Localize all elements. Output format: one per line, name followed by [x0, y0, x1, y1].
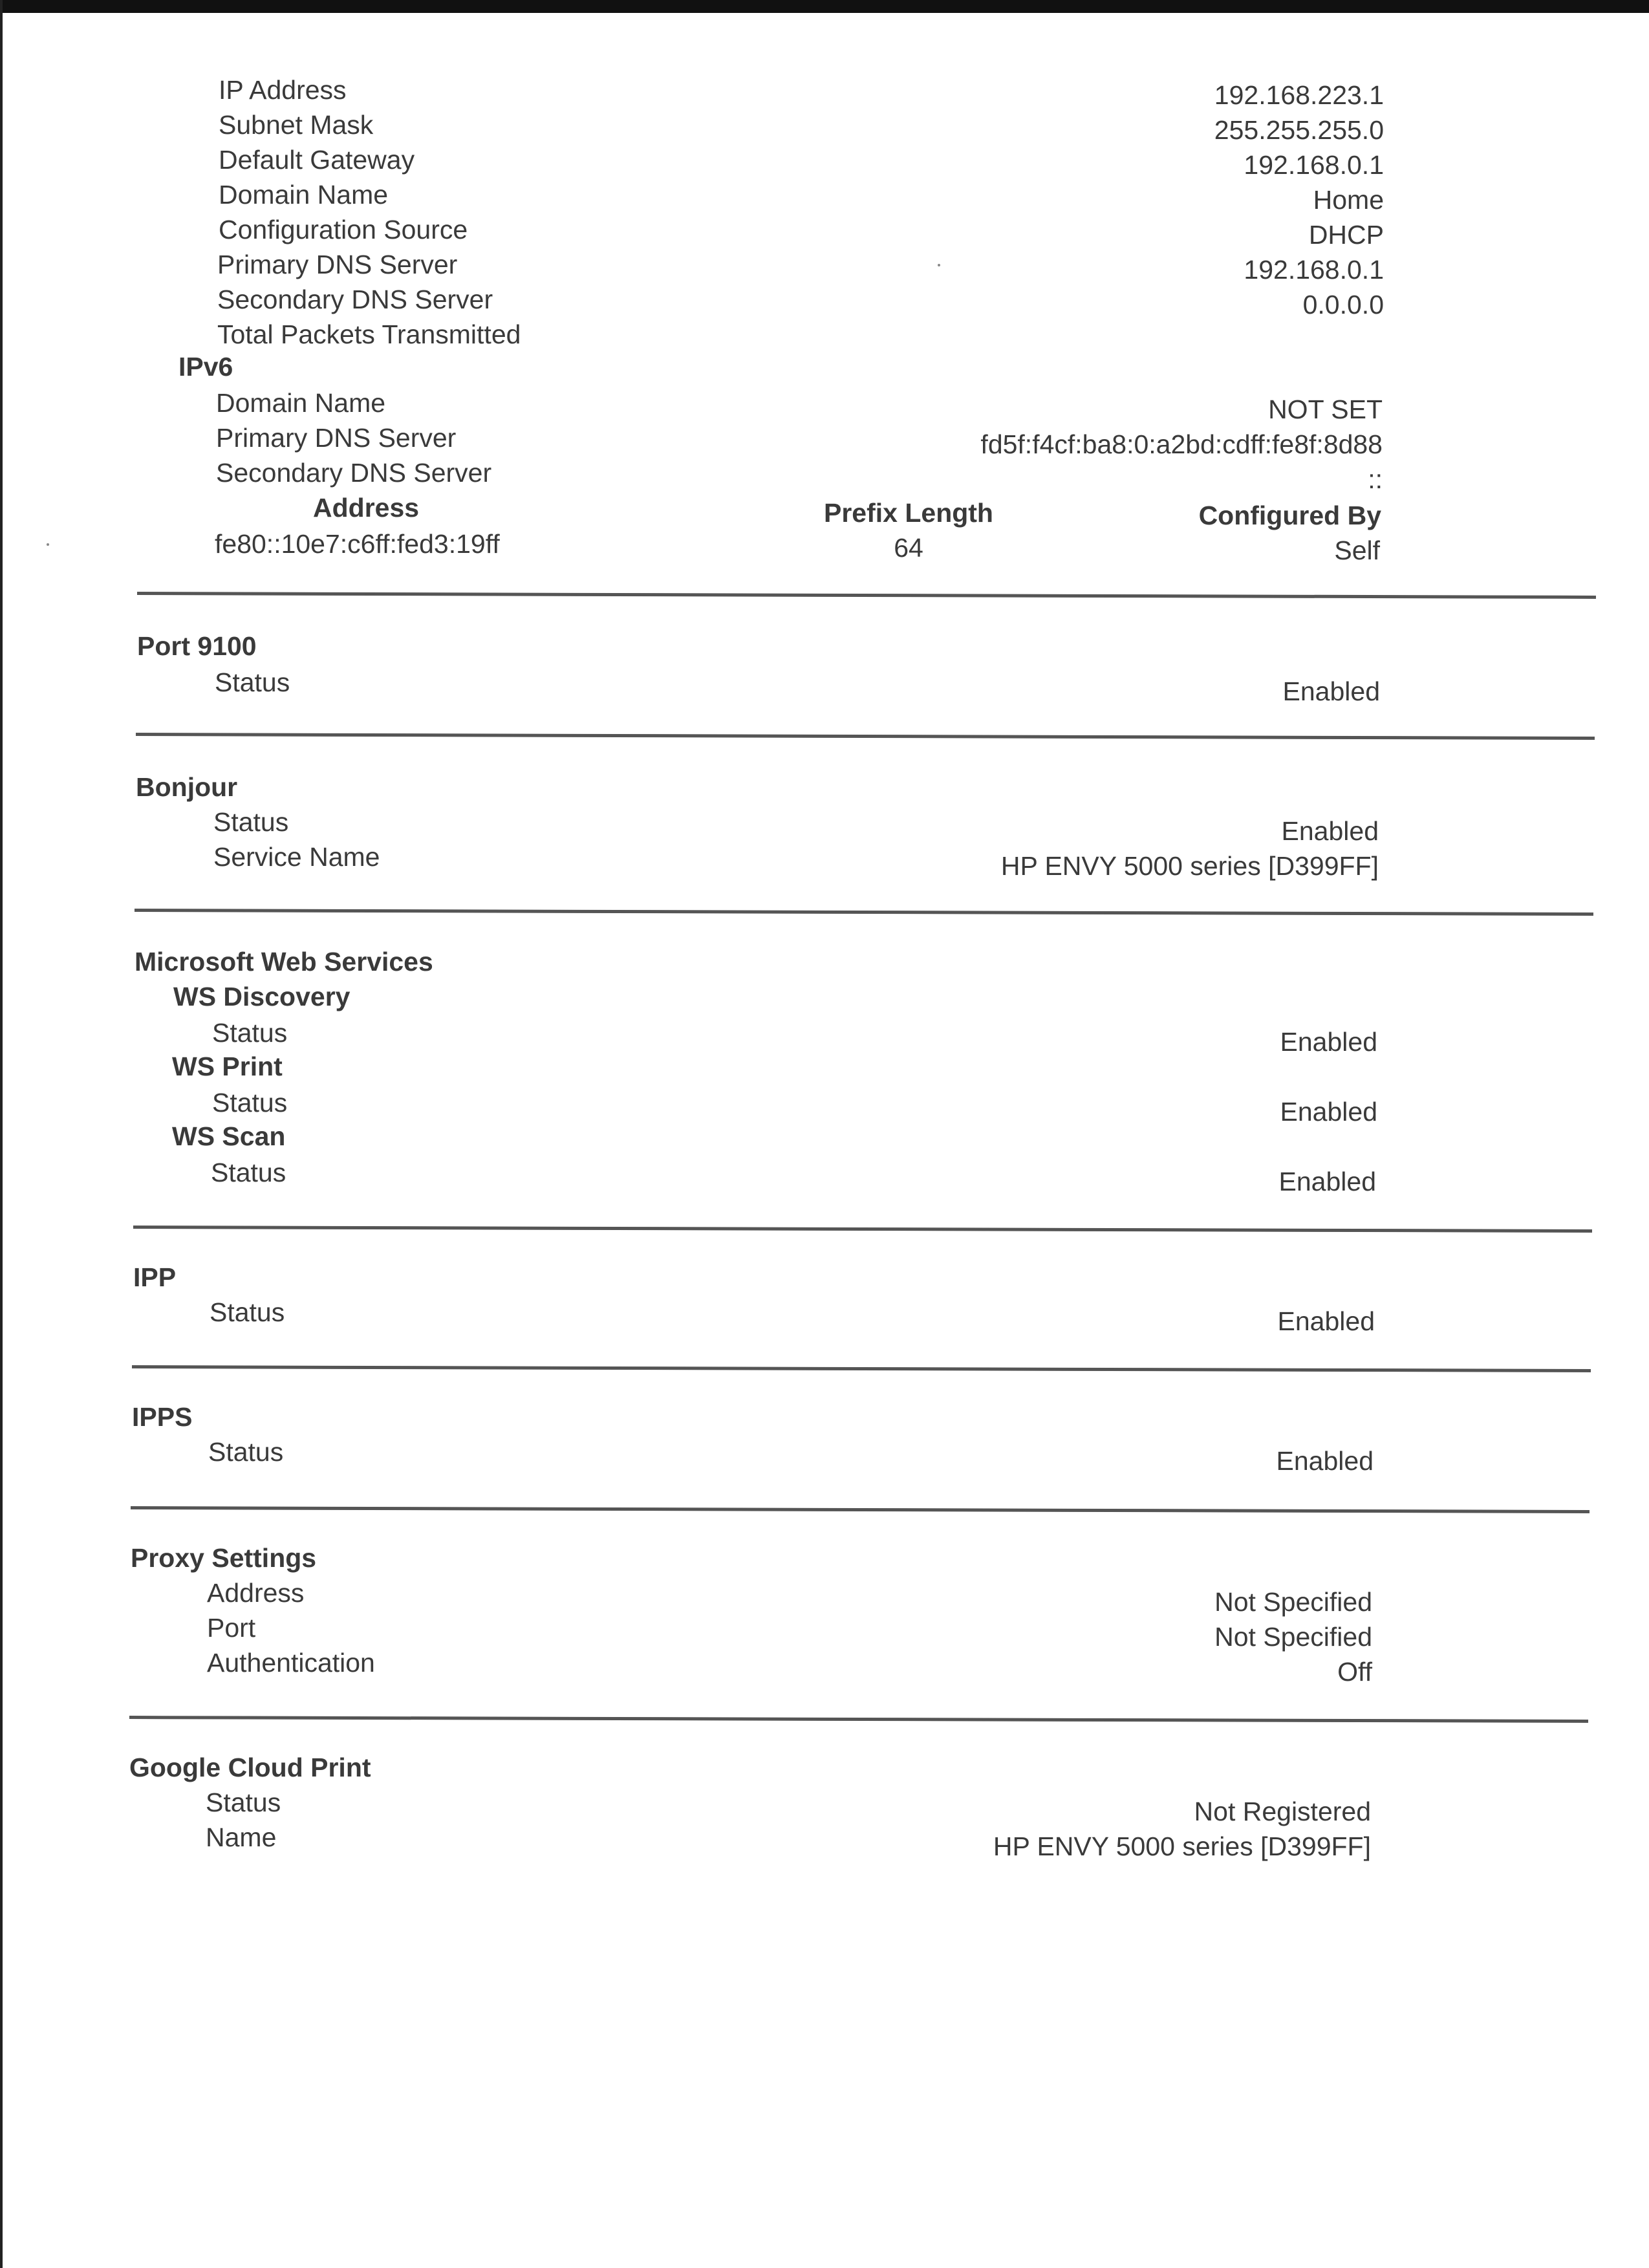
ipv4-primary-dns-value: 192.168.0.1 — [1244, 255, 1384, 285]
ws-discovery-status-label: Status — [212, 1018, 288, 1048]
bonjour-status-value: Enabled — [1281, 816, 1379, 846]
ipv4-config-source-label: Configuration Source — [219, 215, 468, 244]
ipv4-primary-dns-label: Primary DNS Server — [217, 250, 458, 279]
ws-print-status-label: Status — [212, 1088, 288, 1118]
gcp-heading: Google Cloud Print — [129, 1753, 371, 1782]
bonjour-status-label: Status — [213, 807, 289, 837]
proxy-port-label: Port — [207, 1613, 256, 1643]
ipv4-default-gateway-label: Default Gateway — [219, 145, 415, 175]
bonjour-heading: Bonjour — [136, 772, 238, 802]
ipv6-configured-by-value: Self — [1334, 535, 1380, 565]
gcp-name-value: HP ENVY 5000 series [D399FF] — [993, 1831, 1371, 1861]
gcp-name-label: Name — [206, 1822, 277, 1852]
ipv6-prefix-length-header: Prefix Length — [824, 498, 993, 528]
scan-speck — [47, 543, 49, 546]
port9100-status-value: Enabled — [1282, 676, 1380, 706]
proxy-authentication-value: Off — [1337, 1657, 1372, 1687]
ws-scan-status-value: Enabled — [1278, 1167, 1376, 1196]
ipv6-primary-dns-value: fd5f:f4cf:ba8:0:a2bd:cdff:fe8f:8d88 — [980, 429, 1383, 459]
ipps-status-value: Enabled — [1276, 1446, 1374, 1476]
gcp-status-value: Not Registered — [1194, 1797, 1371, 1826]
bonjour-service-name-value: HP ENVY 5000 series [D399FF] — [1000, 851, 1379, 881]
scan-speck — [938, 264, 940, 266]
ws-print-heading: WS Print — [172, 1052, 283, 1081]
gcp-status-label: Status — [206, 1787, 281, 1817]
ipv4-ip-address-label: IP Address — [219, 75, 347, 105]
ws-scan-heading: WS Scan — [172, 1121, 286, 1151]
section-divider — [129, 1716, 1588, 1723]
ws-discovery-status-value: Enabled — [1280, 1027, 1377, 1057]
ipp-heading: IPP — [133, 1262, 177, 1292]
proxy-port-value: Not Specified — [1214, 1622, 1372, 1652]
ws-discovery-heading: WS Discovery — [173, 982, 350, 1011]
mws-heading: Microsoft Web Services — [135, 947, 433, 977]
ipv6-configured-by-header: Configured By — [1198, 501, 1381, 530]
proxy-heading: Proxy Settings — [131, 1543, 317, 1573]
bonjour-service-name-label: Service Name — [213, 842, 380, 872]
ipv4-domain-name-label: Domain Name — [219, 180, 389, 210]
proxy-authentication-label: Authentication — [207, 1648, 375, 1678]
section-divider — [132, 1365, 1591, 1372]
ipv6-heading: IPv6 — [178, 352, 233, 382]
ipps-status-label: Status — [208, 1437, 284, 1467]
ipv4-subnet-mask-label: Subnet Mask — [219, 110, 374, 140]
ipv6-prefix-length-value: 64 — [894, 533, 923, 563]
section-divider — [131, 1506, 1590, 1513]
ipv6-domain-name-value: NOT SET — [1268, 394, 1383, 424]
ipv4-config-source-value: DHCP — [1308, 220, 1384, 250]
ipv6-address-header: Address — [313, 493, 420, 523]
ipv6-primary-dns-label: Primary DNS Server — [216, 423, 457, 453]
ipv4-subnet-mask-value: 255.255.255.0 — [1214, 115, 1384, 145]
proxy-address-label: Address — [207, 1578, 305, 1608]
ipv4-secondary-dns-value: 0.0.0.0 — [1302, 290, 1384, 319]
proxy-address-value: Not Specified — [1214, 1587, 1372, 1617]
section-divider — [135, 909, 1593, 916]
ipv4-ip-address-value: 192.168.223.1 — [1214, 80, 1384, 110]
section-divider — [137, 592, 1596, 599]
ws-scan-status-label: Status — [211, 1158, 286, 1187]
ipv4-secondary-dns-label: Secondary DNS Server — [217, 285, 493, 314]
ipv6-domain-name-label: Domain Name — [216, 388, 386, 418]
ipv4-default-gateway-value: 192.168.0.1 — [1244, 150, 1384, 180]
ipv6-secondary-dns-label: Secondary DNS Server — [216, 458, 492, 488]
ipp-status-label: Status — [210, 1297, 285, 1327]
port9100-heading: Port 9100 — [137, 631, 257, 661]
ipv6-address-value: fe80::10e7:c6ff:fed3:19ff — [215, 529, 500, 559]
ipv4-total-packets-label: Total Packets Transmitted — [217, 319, 521, 349]
ipp-status-value: Enabled — [1277, 1306, 1375, 1336]
ipv4-domain-name-value: Home — [1313, 185, 1384, 215]
ws-print-status-value: Enabled — [1280, 1097, 1377, 1127]
ipv6-secondary-dns-value: :: — [1368, 464, 1383, 494]
port9100-status-label: Status — [215, 667, 290, 697]
section-divider — [133, 1226, 1592, 1233]
ipps-heading: IPPS — [132, 1402, 193, 1432]
section-divider — [136, 733, 1595, 740]
